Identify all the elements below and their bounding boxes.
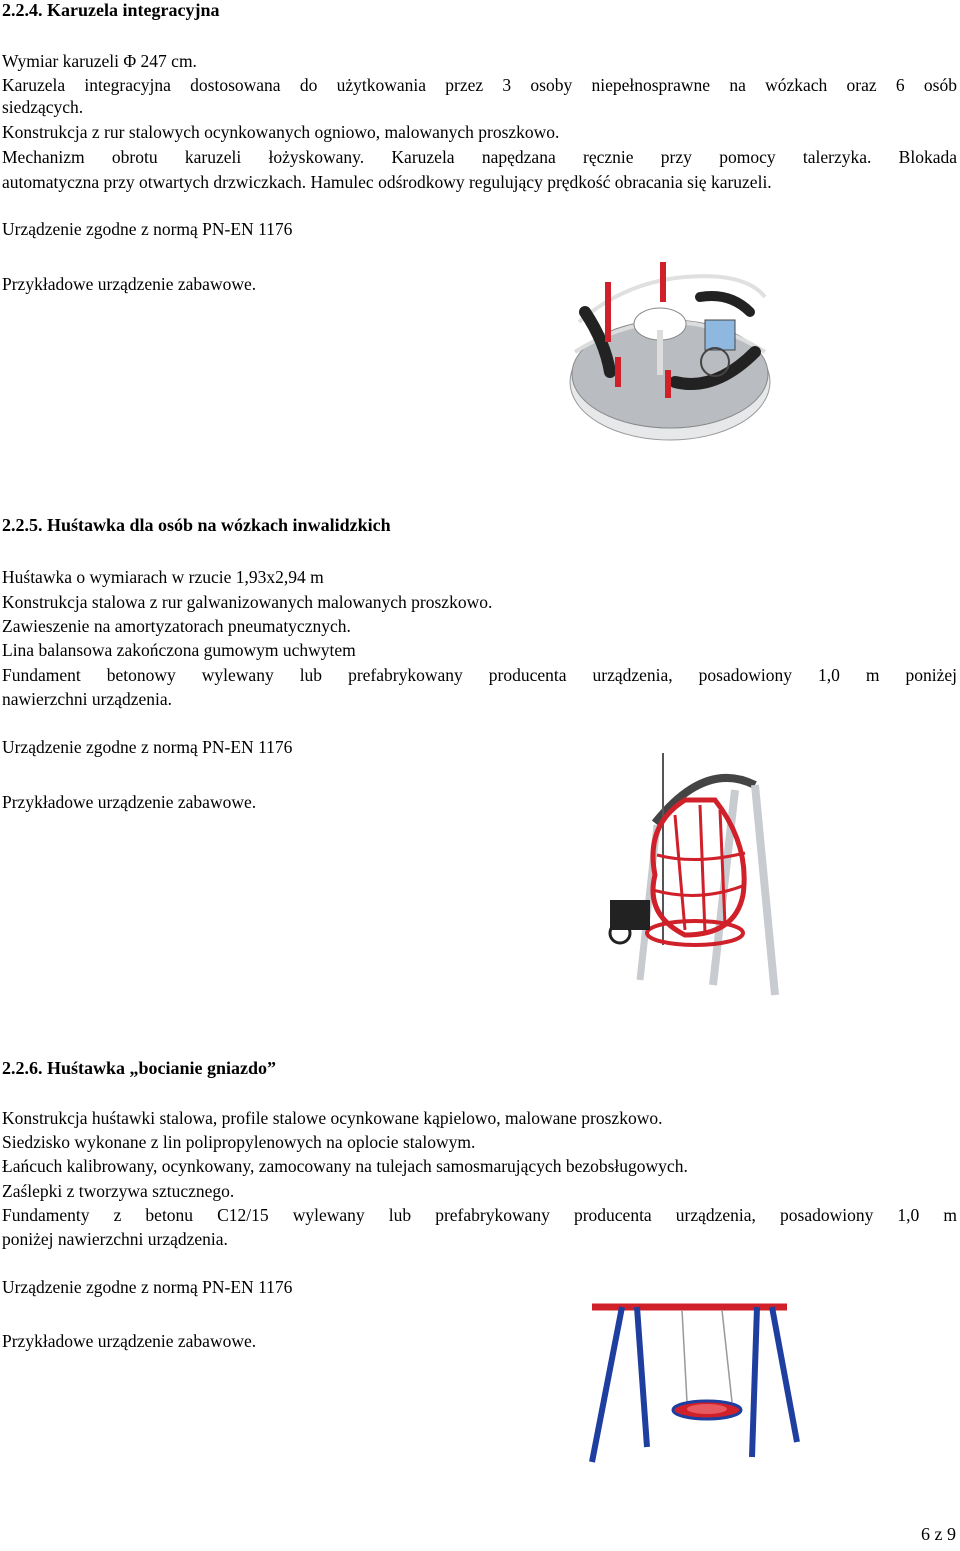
example-caption: Przykładowe urządzenie zabawowe. xyxy=(2,792,257,812)
paragraph-line: automatyczna przy otwartych drzwiczkach. Hamulec odśrodkowy regulujący prędkość obracania się karuzeli. xyxy=(2,172,772,192)
example-caption: Przykładowe urządzenie zabawowe. xyxy=(2,1331,257,1351)
paragraph-line: Zawieszenie na amortyzatorach pneumatycznych. xyxy=(2,616,351,636)
paragraph-line: Konstrukcja z rur stalowych ocynkowanych ogniowo, malowanych proszkowo. xyxy=(2,122,560,142)
section-heading-wheelchair-swing: 2.2.5. Huśtawka dla osób na wózkach inwalidzkich xyxy=(2,515,391,535)
example-caption: Przykładowe urządzenie zabawowe. xyxy=(2,274,257,294)
paragraph-line: nawierzchni urządzenia. xyxy=(2,689,173,709)
wheelchair-swing-image xyxy=(585,745,795,1000)
paragraph-line: Konstrukcja stalowa z rur galwanizowanych malowanych proszkowo. xyxy=(2,592,493,612)
paragraph-line: siedzących. xyxy=(2,97,84,117)
section-heading-carousel: 2.2.4. Karuzela integracyjna xyxy=(2,0,220,20)
paragraph-line: Łańcuch kalibrowany, ocynkowany, zamocowany na tulejach samosmarujących bezobsługowych. xyxy=(2,1156,688,1176)
norm-statement: Urządzenie zgodne z normą PN-EN 1176 xyxy=(2,219,293,239)
paragraph-line: Siedzisko wykonane z lin polipropylenowych na oplocie stalowym. xyxy=(2,1132,476,1152)
paragraph-line: Zaślepki z tworzywa sztucznego. xyxy=(2,1181,235,1201)
carousel-image xyxy=(565,252,780,447)
paragraph-line: poniżej nawierzchni urządzenia. xyxy=(2,1229,228,1249)
norm-statement: Urządzenie zgodne z normą PN-EN 1176 xyxy=(2,737,293,757)
paragraph-line: Konstrukcja huśtawki stalowa, profile stalowe ocynkowane kąpielowo, malowane proszkowo. xyxy=(2,1108,663,1128)
paragraph-line: Fundament betonowy wylewany lub prefabrykowany producenta urządzenia, posadowiony 1,0 m poniżej xyxy=(2,665,957,685)
page-number: 6 z 9 xyxy=(921,1524,956,1544)
norm-statement: Urządzenie zgodne z normą PN-EN 1176 xyxy=(2,1277,293,1297)
paragraph-line: Karuzela integracyjna dostosowana do użytkowania przez 3 osoby niepełnosprawne na wózkach oraz 6 osób xyxy=(2,75,957,95)
paragraph-line: Lina balansowa zakończona gumowym uchwytem xyxy=(2,640,356,660)
section-heading-stork-nest-swing: 2.2.6. Huśtawka „bocianie gniazdo” xyxy=(2,1058,277,1078)
paragraph-line: Huśtawka o wymiarach w rzucie 1,93x2,94 m xyxy=(2,567,324,587)
paragraph-line: Wymiar karuzeli Φ 247 cm. xyxy=(2,51,197,71)
paragraph-line: Mechanizm obrotu karuzeli łożyskowany. Karuzela napędzana ręcznie przy pomocy talerzyka. Blokada xyxy=(2,147,957,167)
stork-nest-swing-image xyxy=(582,1292,804,1472)
paragraph-line: Fundamenty z betonu C12/15 wylewany lub prefabrykowany producenta urządzenia, posadowiony 1,0 m xyxy=(2,1205,957,1225)
